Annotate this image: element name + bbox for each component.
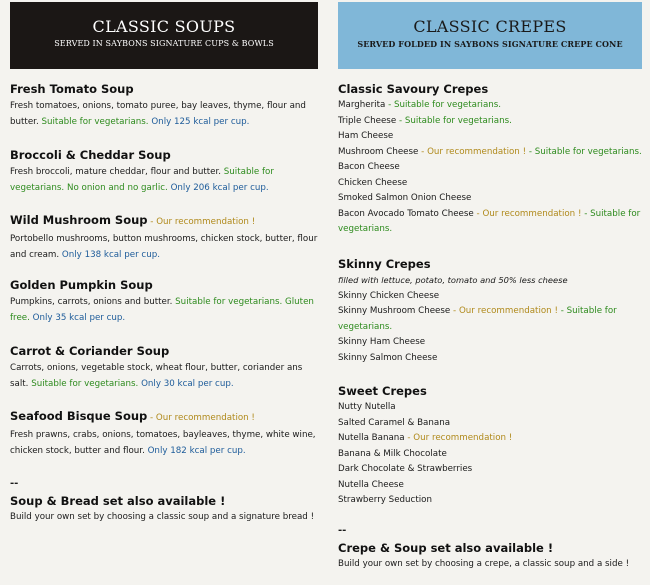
soup-item <box>10 278 318 326</box>
vegetarian-label: - Suitable for vegetarians. <box>385 100 502 110</box>
menu-item <box>338 160 642 176</box>
menu-item <box>338 207 642 238</box>
recommendation-label: - Our recommendation ! <box>418 146 527 157</box>
item-name: Bacon Cheese <box>338 162 400 172</box>
set-desc: Build your own set by choosing a classic soup and a signature bread ! <box>10 512 315 522</box>
menu-item <box>338 493 642 509</box>
vegetarian-label: - Suitable for vegetarians. <box>526 146 642 157</box>
item-name: Skinny Salmon Cheese <box>338 352 438 363</box>
item-name: Banana & Milk Chocolate <box>338 448 447 459</box>
item-name: Nutty Nutella <box>338 402 396 412</box>
menu-item <box>338 400 642 416</box>
banner-subtitle: SERVED FOLDED IN SAYBONS SIGNATURE CREPE CONE <box>357 39 623 49</box>
item-name: Nutella Banana <box>338 433 405 443</box>
menu-item <box>338 129 642 145</box>
divider-dash: -- <box>338 525 347 536</box>
soups-column <box>10 0 318 522</box>
item-name: Mushroom Cheese <box>338 146 419 157</box>
soup-name: Wild Mushroom Soup - Our recommendation ! <box>10 213 256 227</box>
soup-name: Broccoli & Cheddar Soup <box>10 148 171 162</box>
item-name: Skinny Chicken Cheese <box>338 290 440 301</box>
menu-item <box>338 416 642 432</box>
set-desc: Build your own set by choosing a crepe, a classic soup and a side ! <box>338 559 630 569</box>
item-name: Skinny Ham Cheese <box>338 337 426 347</box>
banner-subtitle: SERVED IN SAYBONS SIGNATURE CUPS & BOWLS <box>54 39 274 48</box>
set-title: Crepe & Soup set also available ! <box>338 541 554 555</box>
savoury-crepes-section <box>338 82 642 238</box>
soup-item <box>10 82 318 130</box>
soup-desc: Fresh broccoli, mature cheddar, flour and butter. Suitable for vegetarians. No onion and no garlic. Only 206 kcal per cup. <box>10 167 274 193</box>
item-name: Dark Chocolate & Strawberries <box>338 464 473 474</box>
soup-desc: Carrots, onions, vegetable stock, wheat flour, butter, coriander ans salt. Suitable for vegetarians. Only 30 kcal per cup. <box>10 363 303 389</box>
item-name: Bacon Avocado Tomato Cheese <box>338 208 474 219</box>
soup-name: Carrot & Coriander Soup <box>10 344 170 358</box>
item-name: Nutella Cheese <box>338 479 404 490</box>
recommendation-label: - Our recommendation ! <box>404 433 513 443</box>
item-name: Salted Caramel & Banana <box>338 417 451 428</box>
menu-item <box>338 191 642 207</box>
soup-desc: Pumpkins, carrots, onions and butter. Suitable for vegetarians. Gluten free. Only 35 kcal per cup. <box>10 297 314 323</box>
item-name: Strawberry Seduction <box>338 495 432 505</box>
menu-item <box>338 176 642 192</box>
item-name: Smoked Salmon Onion Cheese <box>338 193 472 203</box>
divider-dash: -- <box>10 478 19 489</box>
crepes-column <box>338 0 642 569</box>
vegetarian-label: - Suitable for vegetarians. <box>396 115 512 126</box>
menu-item <box>338 431 642 447</box>
section-title: Skinny Crepes <box>338 257 431 271</box>
menu-item <box>338 447 642 463</box>
recommendation-label: - Our recommendation ! <box>473 208 582 219</box>
menu-item <box>338 145 642 161</box>
crepes-banner <box>338 2 642 69</box>
menu-item <box>338 289 642 305</box>
vegetarian-label: - Suitable for vegetarians. <box>338 208 641 234</box>
soup-item <box>10 148 318 196</box>
savoury-list <box>338 98 642 238</box>
soups-banner <box>10 2 318 69</box>
recommendation-label: - Our recommendation ! <box>450 306 558 316</box>
item-name: Ham Cheese <box>338 131 394 141</box>
vegetarian-label: - Suitable for vegetarians. <box>338 306 617 332</box>
banner-title: CLASSIC CREPES <box>413 17 567 36</box>
menu-item <box>338 335 642 351</box>
menu-item <box>338 304 642 335</box>
crepe-soup-set <box>338 525 642 572</box>
item-name: Margherita <box>338 100 386 110</box>
skinny-list <box>338 289 642 367</box>
soup-item <box>10 344 318 392</box>
menu-item <box>338 98 642 114</box>
section-title: Sweet Crepes <box>338 384 427 398</box>
soup-name: Golden Pumpkin Soup <box>10 278 153 292</box>
section-title: Classic Savoury Crepes <box>338 82 489 96</box>
sweet-crepes-section <box>338 384 642 509</box>
soup-name: Fresh Tomato Soup <box>10 82 134 96</box>
soup-desc: Fresh tomatoes, onions, tomato puree, bay leaves, thyme, flour and butter. Suitable for vegetarians. Only 125 kcal per cup. <box>10 101 306 127</box>
banner-title: CLASSIC SOUPS <box>92 17 236 36</box>
item-name: Skinny Mushroom Cheese <box>338 306 451 316</box>
skinny-crepes-section <box>338 257 642 366</box>
menu-item <box>338 478 642 494</box>
item-name: Triple Cheese <box>338 115 397 126</box>
menu-item <box>338 462 642 478</box>
set-title: Soup & Bread set also available ! <box>10 494 226 508</box>
skinny-note: filled with lettuce, potato, tomato and 50% less cheese <box>338 275 568 285</box>
soup-bread-set <box>10 478 318 525</box>
menu-item <box>338 351 642 367</box>
soup-name: Seafood Bisque Soup - Our recommendation ! <box>10 409 255 423</box>
soup-desc: Portobello mushrooms, button mushrooms, chicken stock, butter, flour and cream. Only 138 kcal per cup. <box>10 234 318 260</box>
soup-desc: Fresh prawns, crabs, onions, tomatoes, bayleaves, thyme, white wine, chicken stock, butter and flour. Only 182 kcal per cup. <box>10 430 316 456</box>
soup-item <box>10 213 318 263</box>
menu-item <box>338 114 642 130</box>
soup-item <box>10 409 318 459</box>
item-name: Chicken Cheese <box>338 177 408 188</box>
sweet-list <box>338 400 642 509</box>
